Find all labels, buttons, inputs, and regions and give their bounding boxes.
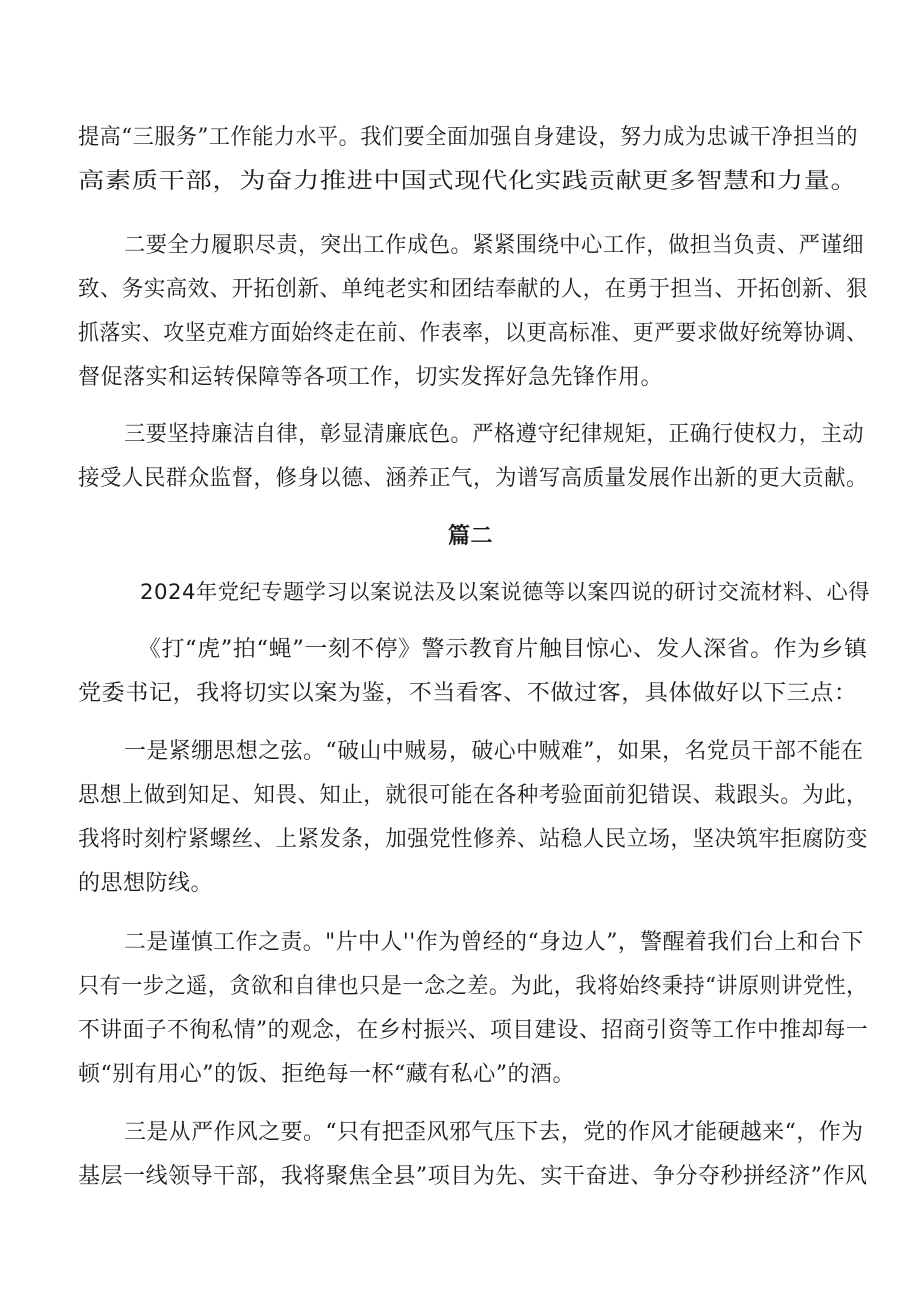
article-title: 2024年党纪专题学习以案说法及以案说德等以案四说的研讨交流材料、心得 (140, 580, 870, 604)
paragraph-line: 致、务实高效、开拓创新、单纯老实和团结奉献的人，在勇于担当、开拓创新、狠 (78, 277, 869, 302)
paragraph-line: 只有一步之遥，贪欲和自律也只是一念之差。为此，我将始终秉持“讲原则讲党性， (78, 974, 868, 999)
paragraph-line: 二要全力履职尽责，突出工作成色。紧紧围绕中心工作，做担当负责、严谨细 (124, 233, 865, 258)
paragraph-line: 不讲面子不徇私情”的观念，在乡村振兴、项目建设、招商引资等工作中推却每一 (78, 1018, 869, 1043)
paragraph-line: 抓落实、攻坚克难方面始终走在前、作表率，以更高标准、更严要求做好统筹协调、 (78, 321, 868, 346)
paragraph-line: 的思想防线。 (78, 871, 214, 896)
paragraph-line: 二是谨慎工作之责。"片中人''作为曾经的“身边人”，警醒着我们台上和台下 (124, 930, 864, 955)
paragraph-line: 基层一线领导干部，我将聚焦全县”项目为先、实干奋进、争分夺秒拼经济”作风 (78, 1164, 868, 1189)
paragraph-line: 三要坚持廉洁自律，彰显清廉底色。严格遵守纪律规矩，正确行使权力，主动 (124, 422, 865, 447)
paragraph-line: 《打“虎”拍“蝇”一刻不停》警示教育片触目惊心、发人深省。作为乡镇 (138, 637, 868, 662)
paragraph-line: 接受人民群众监督，修身以德、涵养正气，为谱写高质量发展作出新的更大贡献。 (78, 466, 869, 491)
paragraph-line: 一是紧绷思想之弦。“破山中贼易，破心中贼难”，如果，名党员干部不能在 (124, 739, 864, 764)
section-heading: 篇二 (448, 523, 494, 549)
paragraph-line: 提高“三服务”工作能力水平。我们要全面加强自身建设，努力成为忠诚干净担当的 (78, 125, 858, 150)
paragraph-line: 顿“别有用心”的饭、拒绝每一杯“藏有私心”的酒。 (78, 1062, 575, 1087)
paragraph-line: 高素质干部，为奋力推进中国式现代化实践贡献更多智慧和力量。 (78, 169, 858, 194)
paragraph-line: 我将时刻柠紧螺丝、上紧发条，加强党性修养、站稳人民立场，坚决筑牢拒腐防变 (78, 827, 869, 852)
paragraph-line: 党委书记，我将切实以案为鉴，不当看客、不做过客，具体做好以下三点： (78, 681, 858, 706)
paragraph-line: 思想上做到知足、知畏、知止，就很可能在各种考验面前犯错误、栽跟头。为此， (78, 783, 869, 808)
paragraph-line: 三是从严作风之要。“只有把歪风邪气压下去，党的作风才能硬越来“，作为 (124, 1120, 864, 1145)
paragraph-line: 督促落实和运转保障等各项工作，切实发挥好急先锋作用。 (78, 365, 664, 390)
